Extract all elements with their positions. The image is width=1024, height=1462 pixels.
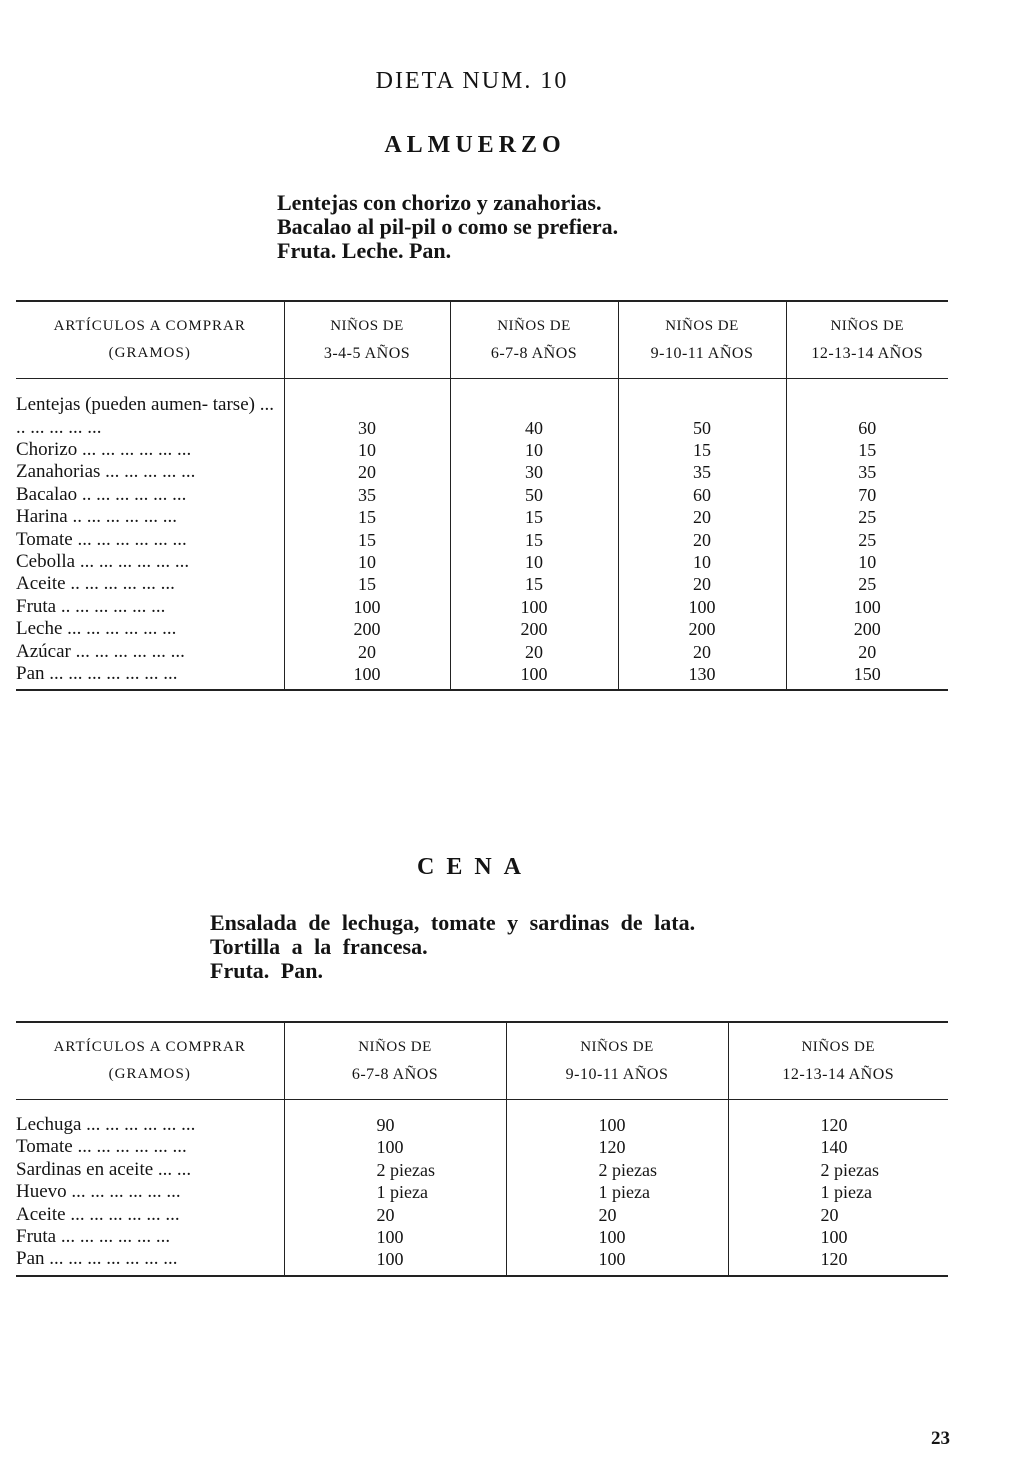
lunch-title: ALMUERZO — [384, 132, 566, 158]
table-row — [16, 484, 948, 506]
item-column-header — [16, 301, 284, 379]
header-line: 12-13-14 AÑOS — [811, 345, 924, 362]
value-cell: 30 — [284, 393, 450, 439]
value-cell: 15 — [618, 439, 786, 461]
page-number: 23 — [931, 1428, 950, 1449]
item-name: Azúcar ... ... ... ... ... ... — [16, 640, 185, 662]
spacer-row — [618, 379, 786, 394]
dinner-menu-line: Tortilla a la francesa. — [210, 934, 428, 959]
value-cell: 20 — [284, 1204, 506, 1226]
spacer-row — [16, 379, 948, 394]
age-column-header — [506, 1022, 728, 1100]
value-cell: 50 — [618, 393, 786, 439]
header-line: ARTÍCULOS A COMPRAR — [53, 318, 246, 334]
header-line: NIÑOS DE — [580, 1039, 654, 1055]
value-cell: 130 — [618, 663, 786, 690]
item-name: Tomate ... ... ... ... ... ... — [16, 528, 187, 550]
value-cell: 1 pieza — [728, 1181, 948, 1203]
value-cell: 10 — [786, 551, 948, 573]
value-cell: 15 — [284, 506, 450, 528]
value-cell: 200 — [786, 618, 948, 640]
table-row — [16, 1226, 948, 1248]
item-name: Huevo ... ... ... ... ... ... — [16, 1181, 181, 1203]
header-line: NIÑOS DE — [497, 318, 571, 334]
header-line: NIÑOS DE — [830, 318, 905, 334]
value-cell: 40 — [450, 393, 618, 439]
value-cell: 200 — [450, 618, 618, 640]
item-name: Leche ... ... ... ... ... ... — [16, 618, 177, 640]
table-row — [16, 1181, 948, 1203]
value-cell: 10 — [618, 551, 786, 573]
item-name: Harina .. ... ... ... ... ... — [16, 506, 177, 528]
age-column-header — [284, 1022, 506, 1100]
dinner-menu-line: Ensalada de lechuga, tomate y sardinas de lata. — [210, 910, 696, 935]
header-line: NIÑOS DE — [801, 1039, 876, 1055]
table-row — [16, 1159, 948, 1181]
dinner-table — [16, 1021, 948, 1277]
dinner-menu-line: Fruta. Pan. — [210, 958, 323, 983]
header-line: 6-7-8 AÑOS — [351, 1066, 439, 1083]
table-row — [16, 529, 948, 551]
table-row — [16, 506, 948, 528]
table-row — [16, 1204, 948, 1226]
value-cell: 200 — [618, 618, 786, 640]
item-name: Cebolla ... ... ... ... ... ... — [16, 551, 190, 573]
spacer-row — [450, 379, 618, 394]
value-cell: 20 — [786, 641, 948, 663]
spacer-row — [16, 379, 284, 394]
table-row — [16, 1248, 948, 1275]
spacer-row — [16, 1100, 284, 1115]
item-name: Tomate ... ... ... ... ... ... — [16, 1136, 187, 1158]
table-row — [16, 461, 948, 483]
header-line: 12-13-14 AÑOS — [782, 1066, 895, 1083]
value-cell: 100 — [506, 1248, 728, 1275]
value-cell: 100 — [506, 1114, 728, 1136]
table-row — [16, 663, 948, 690]
lunch-table — [16, 300, 948, 691]
age-column-header — [284, 301, 450, 379]
value-cell: 120 — [506, 1136, 728, 1158]
value-cell: 100 — [284, 1248, 506, 1275]
header-line: 9-10-11 AÑOS — [565, 1066, 669, 1083]
value-cell: 30 — [450, 461, 618, 483]
value-cell: 20 — [618, 641, 786, 663]
table-row — [16, 641, 948, 663]
value-cell: 35 — [618, 461, 786, 483]
value-cell: 15 — [786, 439, 948, 461]
value-cell: 15 — [450, 506, 618, 528]
value-cell: 100 — [284, 1226, 506, 1248]
table-row — [16, 1114, 948, 1136]
value-cell: 25 — [786, 573, 948, 595]
value-cell: 100 — [284, 1136, 506, 1158]
value-cell: 10 — [284, 439, 450, 461]
item-name: Lechuga ... ... ... ... ... ... — [16, 1114, 196, 1135]
value-cell: 20 — [284, 461, 450, 483]
spacer-row — [284, 1100, 506, 1115]
item-name: Aceite ... ... ... ... ... ... — [16, 1203, 180, 1225]
table-row — [16, 1136, 948, 1158]
value-cell: 20 — [618, 529, 786, 551]
age-column-header — [450, 301, 618, 379]
value-cell: 35 — [786, 461, 948, 483]
header-line: NIÑOS DE — [665, 318, 739, 334]
item-name: Fruta .. ... ... ... ... ... — [16, 595, 166, 617]
value-cell: 100 — [284, 663, 450, 690]
table-row — [16, 393, 948, 439]
header-line: (GRAMOS) — [108, 1066, 191, 1082]
spacer-row — [786, 379, 948, 394]
header-line: 9-10-11 AÑOS — [650, 345, 754, 362]
table-header-row — [16, 301, 948, 379]
value-cell: 50 — [450, 484, 618, 506]
value-cell: 20 — [618, 573, 786, 595]
value-cell: 2 piezas — [284, 1159, 506, 1181]
value-cell: 2 piezas — [506, 1159, 728, 1181]
item-name: Lentejas (pueden aumen- tarse) ... .. ... ... ... ... — [16, 394, 274, 438]
value-cell: 120 — [728, 1248, 948, 1275]
value-cell: 20 — [618, 506, 786, 528]
value-cell: 1 pieza — [284, 1181, 506, 1203]
item-name: Fruta ... ... ... ... ... ... — [16, 1226, 171, 1248]
value-cell: 1 pieza — [506, 1181, 728, 1203]
spacer-row — [284, 379, 450, 394]
value-cell: 2 piezas — [728, 1159, 948, 1181]
item-name: Chorizo ... ... ... ... ... ... — [16, 439, 192, 460]
header-line: (GRAMOS) — [108, 345, 191, 361]
value-cell: 100 — [786, 596, 948, 618]
value-cell: 100 — [284, 596, 450, 618]
header-line: ARTÍCULOS A COMPRAR — [53, 1039, 246, 1055]
item-name: Sardinas en aceite ... ... — [16, 1158, 192, 1180]
table-header-row — [16, 1022, 948, 1100]
item-name: Bacalao .. ... ... ... ... ... — [16, 483, 187, 505]
age-column-header — [618, 301, 786, 379]
item-name: Aceite .. ... ... ... ... ... — [16, 573, 175, 595]
table-row — [16, 551, 948, 573]
table-row — [16, 618, 948, 640]
value-cell: 10 — [284, 551, 450, 573]
spacer-row — [16, 1100, 948, 1115]
value-cell: 35 — [284, 484, 450, 506]
value-cell: 120 — [728, 1114, 948, 1136]
table-row — [16, 573, 948, 595]
lunch-menu-line: Fruta. Leche. Pan. — [277, 238, 452, 263]
value-cell: 20 — [728, 1204, 948, 1226]
item-column-header — [16, 1022, 284, 1100]
item-name: Pan ... ... ... ... ... ... ... — [16, 663, 284, 690]
lunch-menu-line: Lentejas con chorizo y zanahorias. — [277, 190, 602, 215]
spacer-row — [728, 1100, 948, 1115]
value-cell: 20 — [506, 1204, 728, 1226]
value-cell: 15 — [450, 573, 618, 595]
value-cell: 20 — [284, 641, 450, 663]
header-line: 3-4-5 AÑOS — [323, 345, 411, 362]
header-line: 6-7-8 AÑOS — [490, 345, 578, 362]
value-cell: 10 — [450, 551, 618, 573]
value-cell: 90 — [284, 1114, 506, 1136]
value-cell: 10 — [450, 439, 618, 461]
value-cell: 15 — [284, 529, 450, 551]
dinner-menu — [210, 911, 695, 983]
dinner-title: CENA — [416, 854, 533, 880]
value-cell: 60 — [618, 484, 786, 506]
value-cell: 100 — [506, 1226, 728, 1248]
spacer-row — [506, 1100, 728, 1115]
header-line: NIÑOS DE — [358, 1039, 432, 1055]
value-cell: 15 — [450, 529, 618, 551]
value-cell: 140 — [728, 1136, 948, 1158]
value-cell: 25 — [786, 529, 948, 551]
header-line: NIÑOS DE — [330, 318, 404, 334]
value-cell: 60 — [786, 393, 948, 439]
value-cell: 100 — [618, 596, 786, 618]
table-row — [16, 439, 948, 461]
value-cell: 150 — [786, 663, 948, 690]
value-cell: 15 — [284, 573, 450, 595]
item-name: Zanahorias ... ... ... ... ... — [16, 461, 196, 483]
value-cell: 25 — [786, 506, 948, 528]
lunch-menu — [277, 191, 618, 263]
lunch-menu-line: Bacalao al pil-pil o como se prefiera. — [277, 214, 619, 239]
value-cell: 70 — [786, 484, 948, 506]
value-cell: 200 — [284, 618, 450, 640]
table-row — [16, 596, 948, 618]
item-name: Pan ... ... ... ... ... ... ... — [16, 1248, 284, 1275]
value-cell: 100 — [728, 1226, 948, 1248]
age-column-header — [786, 301, 948, 379]
value-cell: 20 — [450, 641, 618, 663]
age-column-header — [728, 1022, 948, 1100]
value-cell: 100 — [450, 596, 618, 618]
diet-title: DIETA NUM. 10 — [375, 68, 569, 94]
value-cell: 100 — [450, 663, 618, 690]
